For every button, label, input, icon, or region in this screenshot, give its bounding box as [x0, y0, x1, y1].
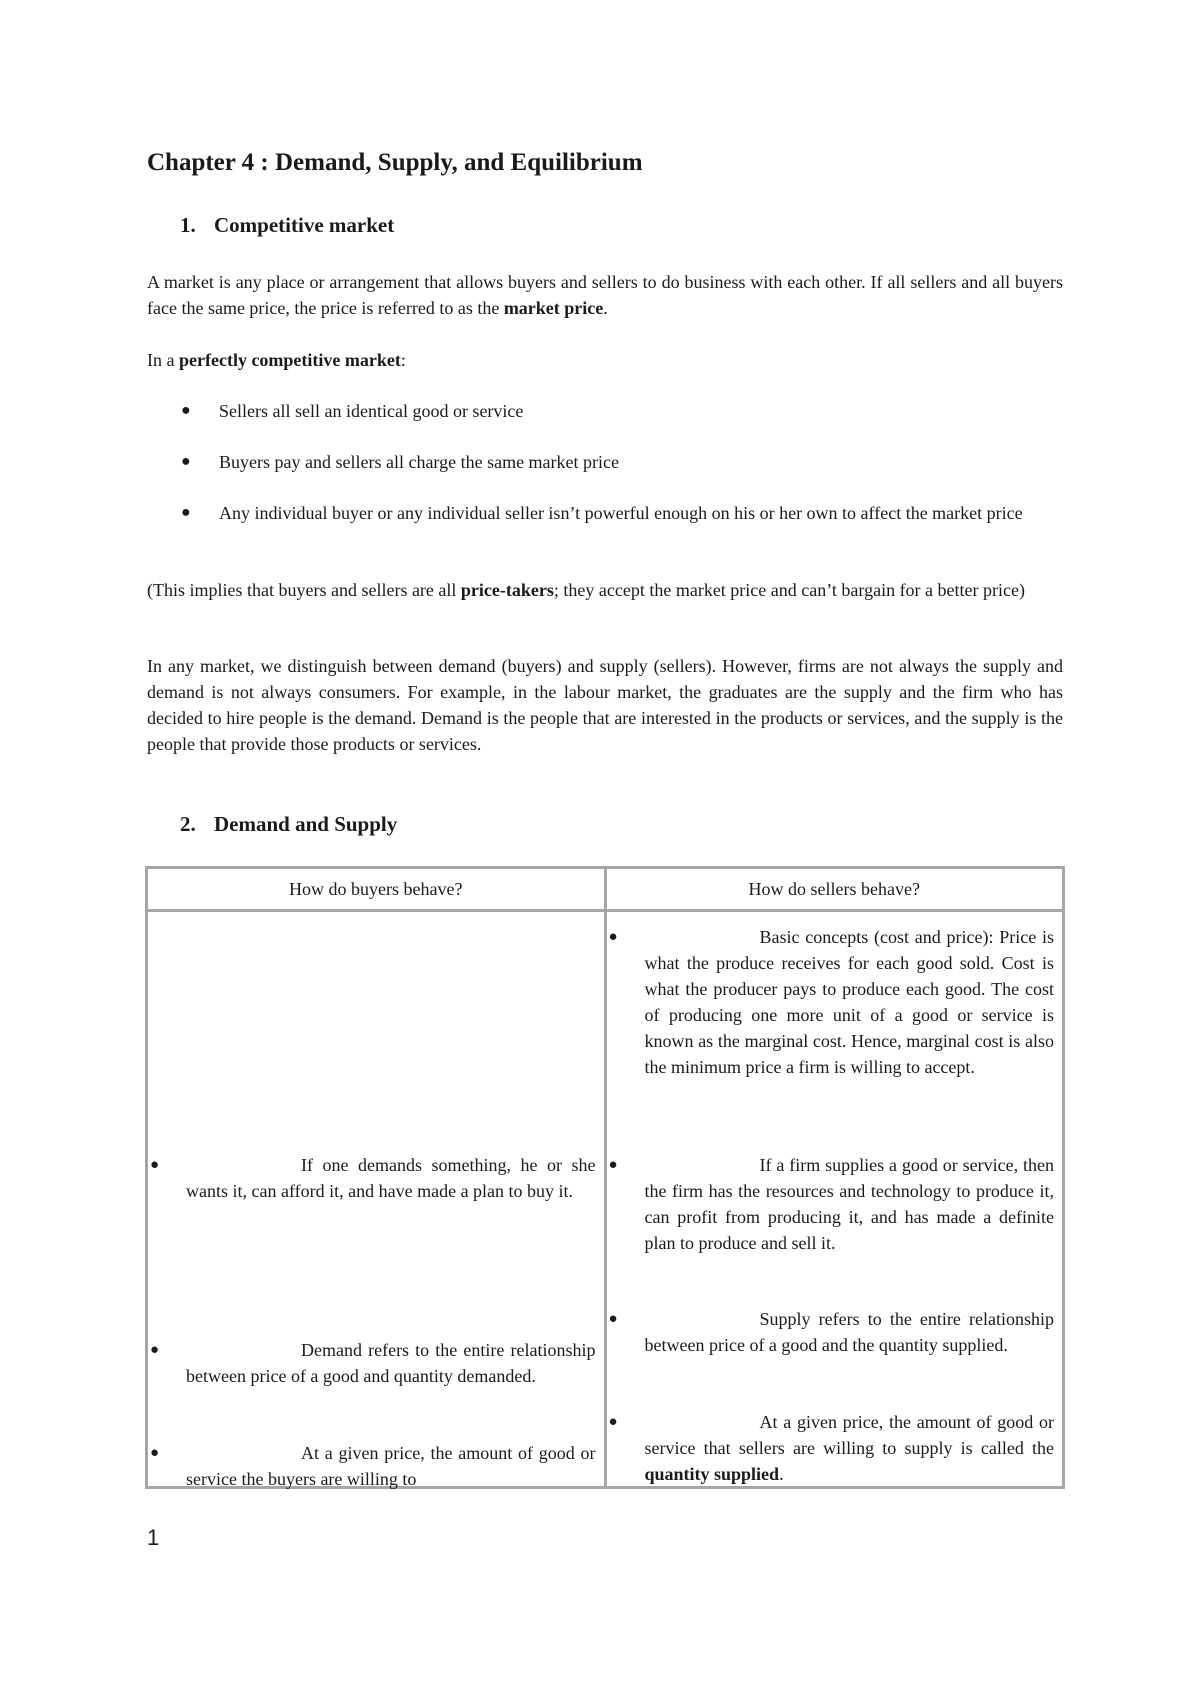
sellers-column-header: How do sellers behave?	[605, 868, 1064, 911]
price-takers-paragraph	[147, 577, 1063, 603]
section-1-heading	[180, 211, 394, 239]
market-definition-end: .	[603, 298, 608, 318]
section-1-number: 1.	[180, 213, 196, 237]
table-row	[147, 911, 1064, 1488]
table-header-row	[147, 868, 1064, 911]
bullet-icon: ●	[181, 402, 191, 419]
bullet-icon: ●	[608, 1311, 618, 1327]
list-item-text: At a given price, the amount of good or service the buyers are willing to	[186, 1443, 596, 1489]
section-2-heading	[180, 810, 397, 838]
pcm-intro-paragraph	[147, 347, 1063, 373]
demand-supply-distinction-paragraph: In any market, we distinguish between demand (buyers) and supply (sellers). However, firms are not always the supply and demand is not always consumers. For example, in the labour market, the graduates are the supply and the firm who has decided to hire people is the demand. Demand is the people that are interested in the products or services, and the supply is the people that provide those products or services.	[147, 656, 1063, 754]
sellers-cell	[605, 911, 1064, 1488]
buyers-cell	[147, 911, 606, 1488]
bullet-icon: ●	[181, 453, 191, 470]
list-item	[147, 449, 1063, 475]
market-definition-text: A market is any place or arrangement that allows buyers and sellers to do business with each other. If all sellers and all buyers face the same price, the price is referred to as the	[147, 272, 1063, 318]
market-price-term: market price	[503, 298, 604, 318]
buyers-column-header: How do buyers behave?	[147, 868, 606, 911]
list-item-text: Basic concepts (cost and price): Price is what the produce receives for each good sold. Cost is what the producer pays to produce each good. The cost of producing one more unit of a good or service is known as the marginal cost. Hence, marginal cost is also the minimum price a firm is willing to accept.	[644, 927, 1054, 1077]
section-1-title: Competitive market	[214, 213, 395, 237]
list-item-text: Demand refers to the entire relationship between price of a good and quantity demanded.	[186, 1340, 596, 1386]
list-item-text: If one demands something, he or she wants it, can afford it, and have made a plan to buy it.	[186, 1155, 596, 1201]
pcm-term: perfectly competitive market	[178, 350, 401, 370]
bullet-icon: ●	[150, 1157, 160, 1173]
bullet-icon: ●	[150, 1342, 160, 1358]
list-item-text: Supply refers to the entire relationship between price of a good and the quantity supplied.	[644, 1309, 1054, 1355]
pcm-intro-end: :	[400, 350, 406, 370]
list-item	[147, 500, 1063, 552]
chapter-title: Chapter 4 : Demand, Supply, and Equilibrium	[147, 149, 643, 176]
bullet-icon: ●	[608, 1157, 618, 1173]
buyers-sellers-table	[145, 866, 1065, 1489]
bullet-icon: ●	[181, 504, 191, 521]
market-definition-paragraph	[147, 269, 1063, 321]
price-takers-term: price-takers	[460, 580, 554, 600]
list-item-text: If a firm supplies a good or service, then the firm has the resources and technology to produce it, can profit from producing it, and has made a definite plan to produce and sell it.	[644, 1155, 1054, 1253]
section-2-title: Demand and Supply	[214, 812, 398, 836]
section-2-number: 2.	[180, 812, 196, 836]
quantity-supplied-term: quantity supplied	[644, 1464, 780, 1484]
page-number: 1	[147, 1525, 160, 1550]
bullet-icon: ●	[608, 929, 618, 945]
list-item	[147, 398, 1063, 424]
list-item-text: Any individual buyer or any individual seller isn’t powerful enough on his or her own to affect the market price	[219, 503, 1023, 523]
bullet-icon: ●	[150, 1445, 160, 1461]
pcm-intro-text: In a	[147, 350, 179, 370]
list-item-text: Buyers pay and sellers all charge the same market price	[219, 452, 620, 472]
list-item-text: Sellers all sell an identical good or service	[219, 401, 524, 421]
price-takers-end: ; they accept the market price and can’t bargain for a better price)	[553, 580, 1025, 600]
list-item-text: At a given price, the amount of good or service that sellers are willing to supply is called the quantity supplied.	[644, 1412, 1054, 1484]
price-takers-text: (This implies that buyers and sellers are all	[147, 580, 461, 600]
bullet-icon: ●	[608, 1414, 618, 1430]
